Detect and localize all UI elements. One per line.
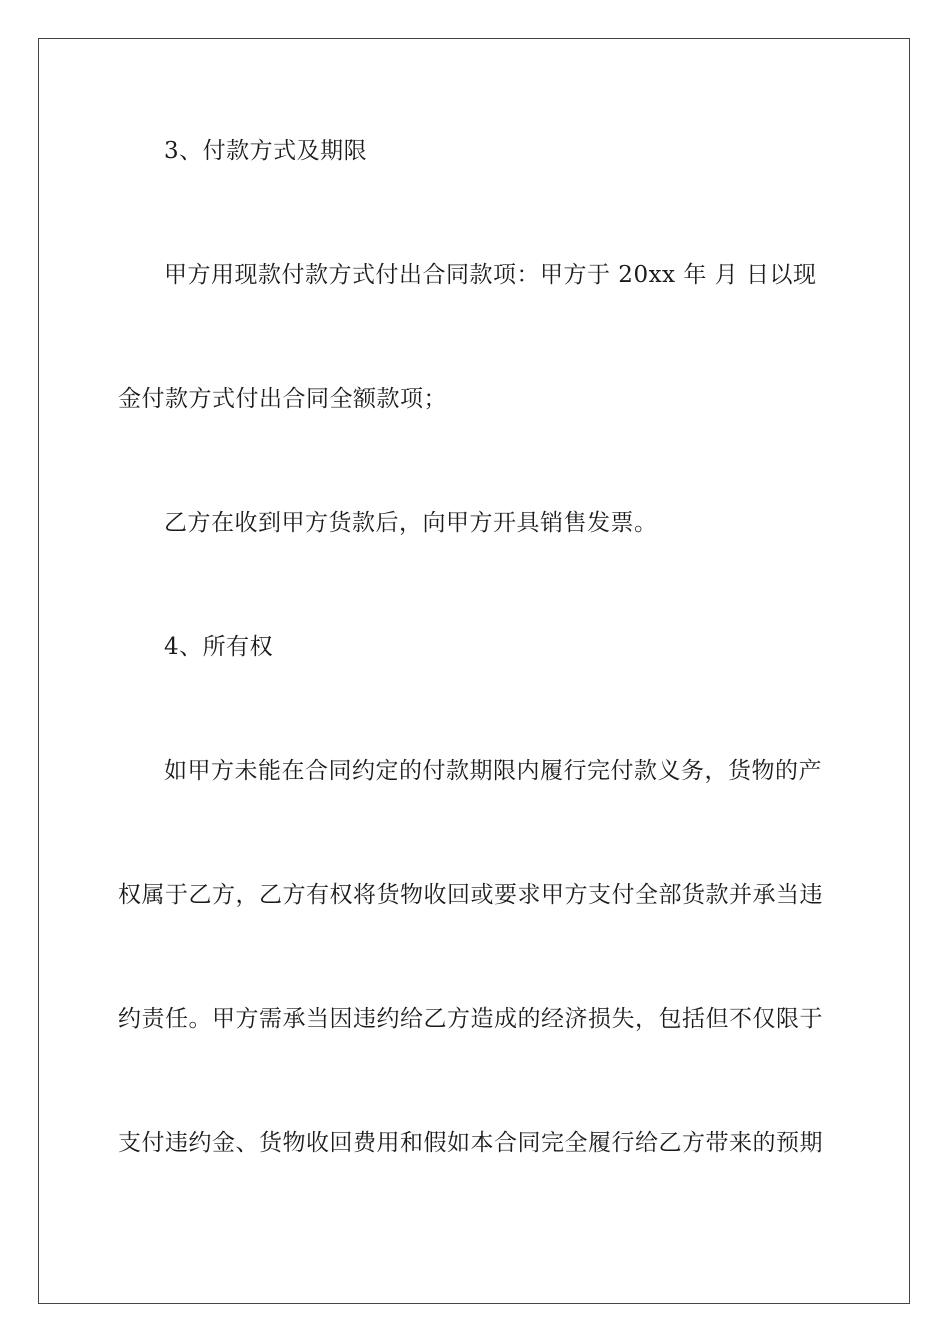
paragraph-line: 支付违约金、货物收回费用和假如本合同完全履行给乙方带来的预期 — [118, 1130, 823, 1156]
paragraph-line: 权属于乙方，乙方有权将货物收回或要求甲方支付全部货款并承当违 — [118, 882, 823, 908]
paragraph-line: 如甲方未能在合同约定的付款期限内履行完付款义务，货物的产 — [164, 758, 822, 784]
page-border — [38, 38, 910, 1304]
paragraph-line: 金付款方式付出合同全额款项； — [118, 386, 447, 412]
section-heading-payment: 3、付款方式及期限 — [164, 138, 368, 164]
section-heading-ownership: 4、所有权 — [164, 634, 274, 660]
paragraph-line: 甲方用现款付款方式付出合同款项：甲方于 20xx 年 月 日以现 — [164, 262, 817, 288]
paragraph-line: 乙方在收到甲方货款后，向甲方开具销售发票。 — [164, 510, 658, 536]
paragraph-line: 约责任。甲方需承当因违约给乙方造成的经济损失，包括但不仅限于 — [118, 1006, 823, 1032]
